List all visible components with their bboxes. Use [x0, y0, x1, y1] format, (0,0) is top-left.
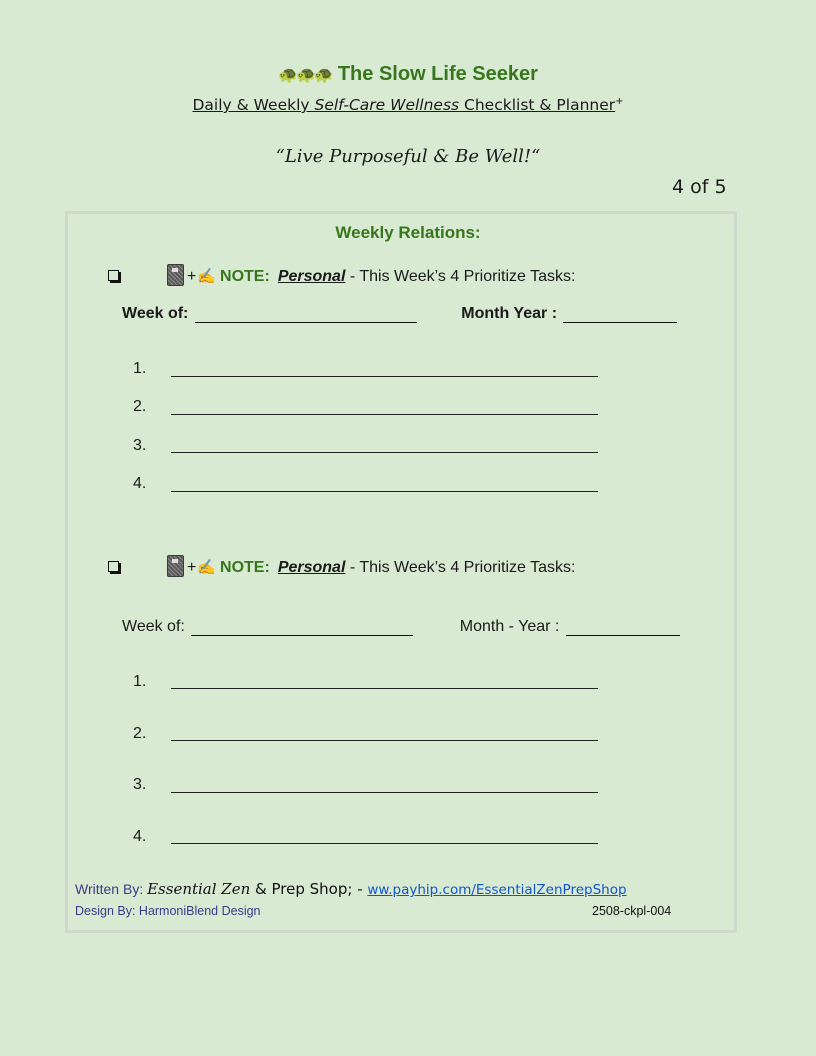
note-row-2: [108, 557, 575, 579]
written-by-label: Written By:: [75, 881, 148, 897]
author-amp: & Prep: [250, 880, 305, 898]
writing-hand-icon: ✍: [197, 268, 217, 286]
item-number: 3.: [133, 437, 147, 454]
personal-label: Personal: [277, 559, 346, 577]
week-row-2: [122, 618, 680, 636]
week-row-1: [122, 305, 677, 323]
month-year-field[interactable]: [566, 619, 680, 636]
subtitle-italic: Self-Care Wellness: [314, 96, 460, 114]
task-line-2[interactable]: [171, 740, 598, 741]
title-text: The Slow Life Seeker: [337, 63, 538, 85]
task-line-1[interactable]: [171, 376, 598, 377]
writing-hand-icon: ✍: [197, 559, 217, 577]
notebook-icon: [167, 264, 184, 286]
month-year-field[interactable]: [563, 306, 677, 323]
written-by-line: [75, 880, 627, 898]
note-row-1: [108, 266, 575, 288]
week-of-field[interactable]: [195, 306, 417, 323]
task-text: This Week’s 4 Prioritize Tasks:: [359, 268, 576, 286]
week-of-label: Week of:: [122, 305, 189, 322]
notebook-icon: [167, 555, 184, 577]
subtitle-post: Checklist & Planner: [459, 96, 616, 114]
task-line-3[interactable]: [171, 452, 598, 453]
task-line-4[interactable]: [171, 843, 598, 844]
page-count: 4 of 5: [672, 176, 727, 198]
author-script: Essential Zen: [147, 880, 251, 898]
week-of-field[interactable]: [191, 619, 413, 636]
dash: -: [345, 559, 360, 577]
shop-link[interactable]: ww.payhip.com/EssentialZenPrepShop: [367, 882, 627, 898]
item-number: 3.: [133, 776, 147, 793]
document-id: 2508-ckpl-004: [592, 904, 672, 918]
item-number: 1.: [133, 360, 147, 377]
month-year-label: Month - Year :: [459, 618, 560, 635]
section-title: Weekly Relations:: [335, 223, 481, 242]
item-number: 4.: [133, 475, 147, 492]
task-line-3[interactable]: [171, 792, 598, 793]
week-of-label: Week of:: [122, 618, 185, 635]
task-text: This Week’s 4 Prioritize Tasks:: [359, 559, 576, 577]
motto: “Live Purposeful & Be Well!“: [275, 146, 541, 167]
dash: -: [345, 268, 360, 286]
task-line-2[interactable]: [171, 414, 598, 415]
plus-sign: +: [187, 559, 197, 577]
checkbox-icon[interactable]: [108, 270, 119, 281]
item-number: 1.: [133, 673, 147, 690]
personal-label: Personal: [277, 268, 346, 286]
plus-sign: +: [187, 268, 197, 286]
item-number: 2.: [133, 398, 147, 415]
subtitle: [0, 96, 816, 114]
subtitle-pre: Daily & Weekly: [192, 96, 315, 114]
checkbox-icon[interactable]: [108, 561, 119, 572]
note-label: NOTE:: [220, 559, 270, 577]
month-year-label: Month Year :: [461, 305, 558, 322]
author-shop: Shop; -: [304, 880, 368, 898]
item-number: 4.: [133, 828, 147, 845]
turtle-icon: 🐢🐢🐢: [278, 67, 332, 84]
item-number: 2.: [133, 725, 147, 742]
subtitle-mark: +: [615, 96, 624, 107]
task-line-1[interactable]: [171, 688, 598, 689]
app-title: [0, 63, 816, 86]
note-label: NOTE:: [220, 268, 270, 286]
design-by: Design By: HarmoniBlend Design: [75, 904, 261, 918]
task-line-4[interactable]: [171, 491, 598, 492]
